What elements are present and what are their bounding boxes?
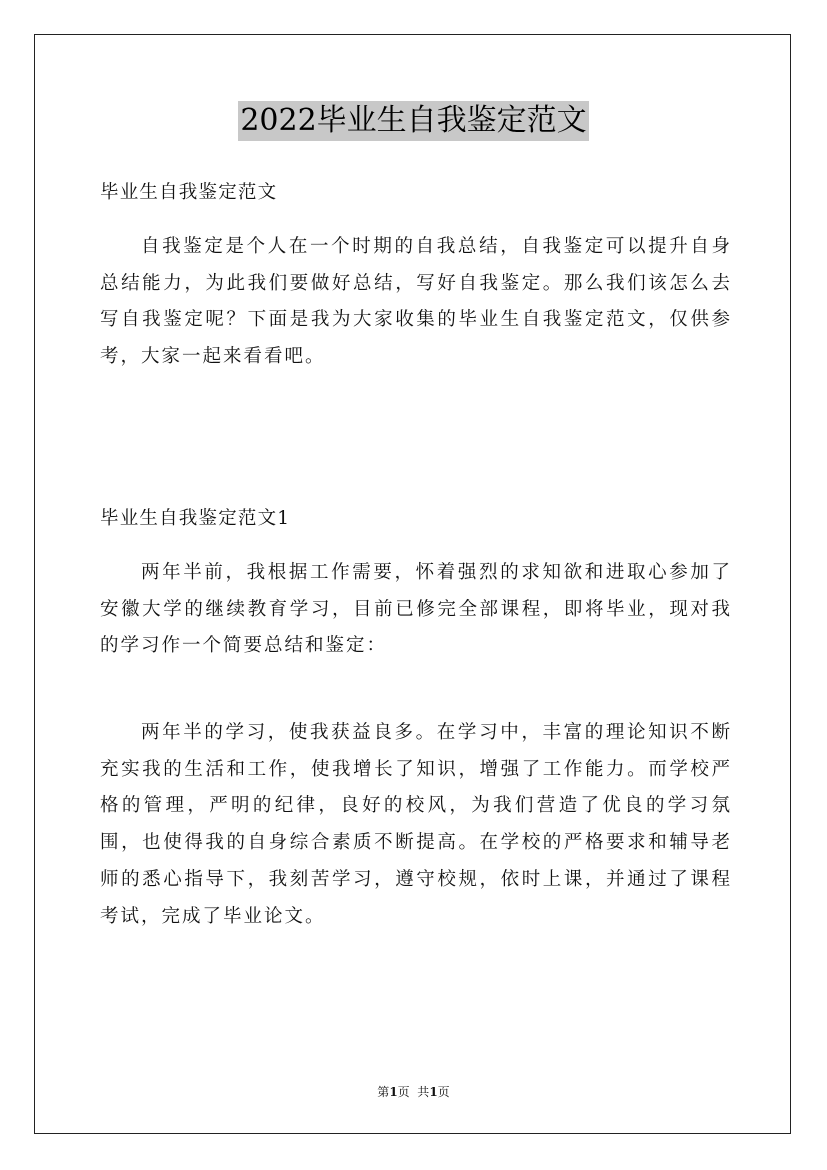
section1-paragraph-1: 两年半前，我根据工作需要，怀着强烈的求知欲和进取心参加了安徽大学的继续教育学习，目前已修完全部课程，即将毕业，现对我的学习作一个简要总结和鉴定： <box>100 562 732 657</box>
document-subtitle: 毕业生自我鉴定范文 <box>100 182 278 203</box>
title-wrap <box>0 101 827 141</box>
footer-mid: 页 共 <box>397 1085 430 1099</box>
intro-paragraph: 自我鉴定是个人在一个时期的自我总结，自我鉴定可以提升自身总结能力，为此我们要做好总结，写好自我鉴定。那么我们该怎么去写自我鉴定呢？下面是我为大家收集的毕业生自我鉴定范文，仅供参考，大家一起来看看吧。 <box>100 236 732 368</box>
footer-page-current: 1 <box>389 1085 398 1099</box>
footer-page-total: 1 <box>429 1085 438 1099</box>
footer-prefix: 第 <box>377 1085 390 1099</box>
section1-paragraph-2: 两年半的学习，使我获益良多。在学习中，丰富的理论知识不断充实我的生活和工作，使我增长了知识，增强了工作能力。而学校严格的管理，严明的纪律，良好的校风，为我们营造了优良的学习氛围，也使得我的自身综合素质不断提高。在学校的严格要求和辅导老师的悉心指导下，我刻苦学习，遵守校规，依时上课，并通过了课程考试，完成了毕业论文。 <box>100 722 732 927</box>
footer-suffix: 页 <box>437 1085 450 1099</box>
section1-heading: 毕业生自我鉴定范文1 <box>100 508 291 529</box>
document-title: 2022毕业生自我鉴定范文 <box>238 101 588 141</box>
page-footer <box>0 1083 827 1100</box>
